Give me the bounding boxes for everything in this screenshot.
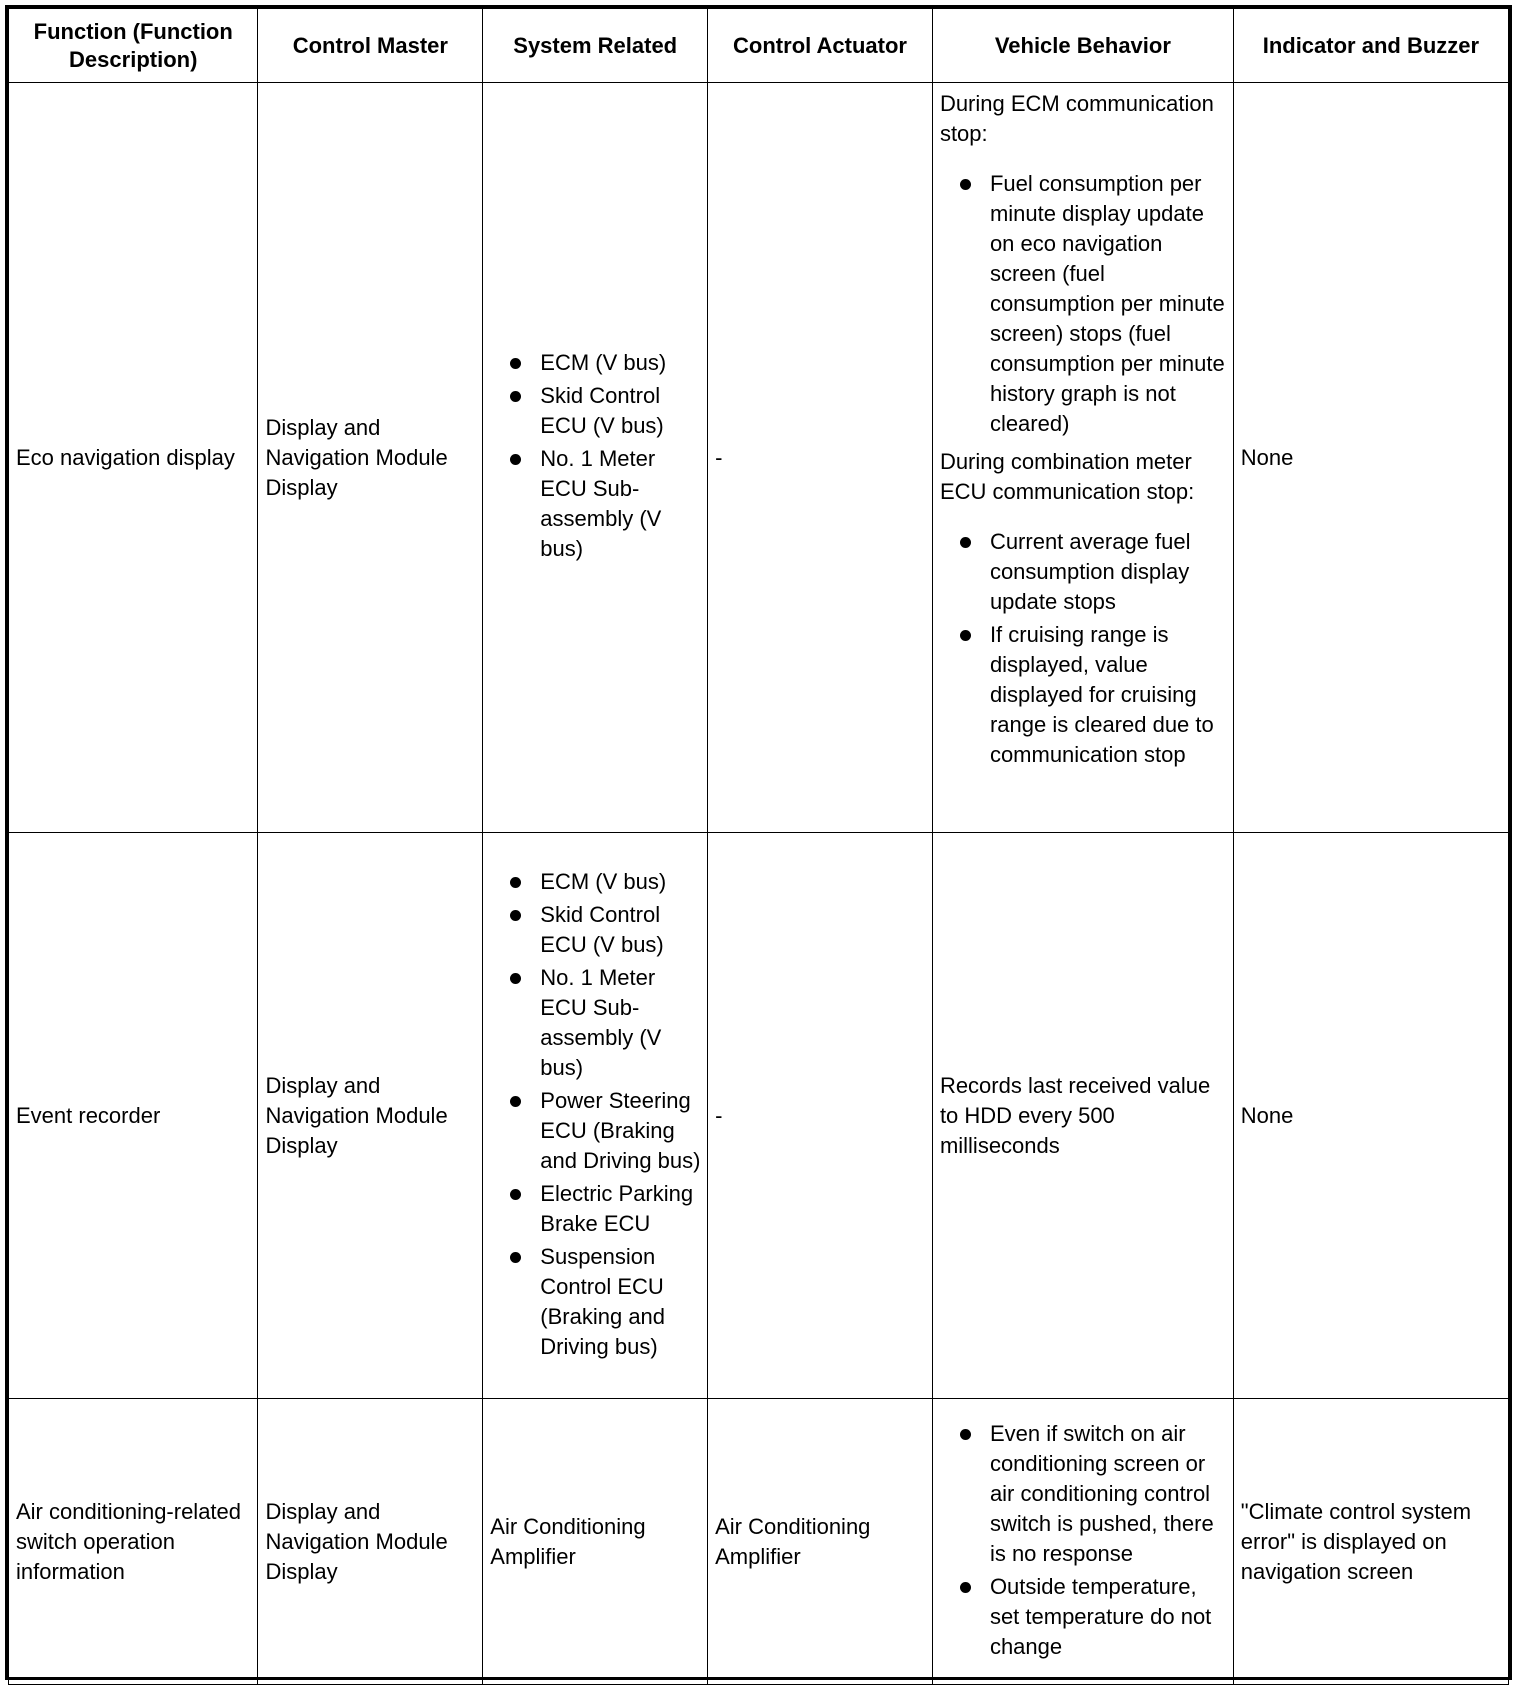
list-item: No. 1 Meter ECU Sub-assembly (V bus) xyxy=(490,963,702,1083)
cell-vehicle-behavior xyxy=(932,1399,1233,1685)
list-item: Power Steering ECU (Braking and Driving bus) xyxy=(490,1086,702,1176)
cell-function: Event recorder xyxy=(9,833,258,1399)
cell-system-related xyxy=(483,83,708,833)
system-related-list xyxy=(490,867,702,1362)
cell-system-related xyxy=(483,833,708,1399)
list-item: ECM (V bus) xyxy=(490,867,702,897)
header-vehicle-behavior: Vehicle Behavior xyxy=(932,9,1233,83)
cell-vehicle-behavior: Records last received value to HDD every 500 milliseconds xyxy=(932,833,1233,1399)
table-row xyxy=(9,833,1509,1399)
table-row xyxy=(9,83,1509,833)
list-item: Electric Parking Brake ECU xyxy=(490,1179,702,1239)
header-system-related: System Related xyxy=(483,9,708,83)
cell-indicator-buzzer: None xyxy=(1233,833,1508,1399)
list-item: Skid Control ECU (V bus) xyxy=(490,381,702,441)
header-function: Function (Function Description) xyxy=(9,9,258,83)
header-row xyxy=(9,9,1509,83)
list-item: Suspension Control ECU (Braking and Driving bus) xyxy=(490,1242,702,1362)
list-item: Fuel consumption per minute display update on eco navigation screen (fuel consumption per minute screen) stops (fuel consumption per minute history graph is not cleared) xyxy=(940,169,1228,439)
list-item: Outside temperature, set temperature do not change xyxy=(940,1572,1228,1662)
header-control-actuator: Control Actuator xyxy=(708,9,933,83)
behavior-list xyxy=(940,1419,1228,1662)
behavior-intro: During ECM communication stop: xyxy=(939,91,1214,146)
list-item: Skid Control ECU (V bus) xyxy=(490,900,702,960)
cell-control-actuator: Air Conditioning Amplifier xyxy=(708,1399,933,1685)
cell-control-master: Display and Navigation Module Display xyxy=(258,833,483,1399)
cell-vehicle-behavior xyxy=(932,83,1233,833)
table-row xyxy=(9,1399,1509,1685)
list-item: Even if switch on air conditioning screen or air conditioning control switch is pushed, there is no response xyxy=(940,1419,1228,1569)
list-item: Current average fuel consumption display update stops xyxy=(940,527,1228,617)
cell-indicator-buzzer: None xyxy=(1233,83,1508,833)
cell-indicator-buzzer: "Climate control system error" is displayed on navigation screen xyxy=(1233,1399,1508,1685)
system-related-list xyxy=(490,348,702,564)
cell-control-master: Display and Navigation Module Display xyxy=(258,1399,483,1685)
behavior-intro: During combination meter ECU communication stop: xyxy=(939,449,1195,504)
cell-function: Air conditioning-related switch operation information xyxy=(9,1399,258,1685)
cell-control-actuator: - xyxy=(708,83,933,833)
cell-function: Eco navigation display xyxy=(9,83,258,833)
list-item: ECM (V bus) xyxy=(490,348,702,378)
behavior-list xyxy=(940,527,1228,770)
header-control-master: Control Master xyxy=(258,9,483,83)
cell-control-master: Display and Navigation Module Display xyxy=(258,83,483,833)
cell-control-actuator: - xyxy=(708,833,933,1399)
header-indicator-buzzer: Indicator and Buzzer xyxy=(1233,9,1508,83)
list-item: If cruising range is displayed, value displayed for cruising range is cleared due to communication stop xyxy=(940,620,1228,770)
function-table xyxy=(8,8,1509,1685)
behavior-list xyxy=(940,169,1228,439)
function-table-page xyxy=(5,5,1512,1680)
cell-system-related: Air Conditioning Amplifier xyxy=(483,1399,708,1685)
list-item: No. 1 Meter ECU Sub-assembly (V bus) xyxy=(490,444,702,564)
